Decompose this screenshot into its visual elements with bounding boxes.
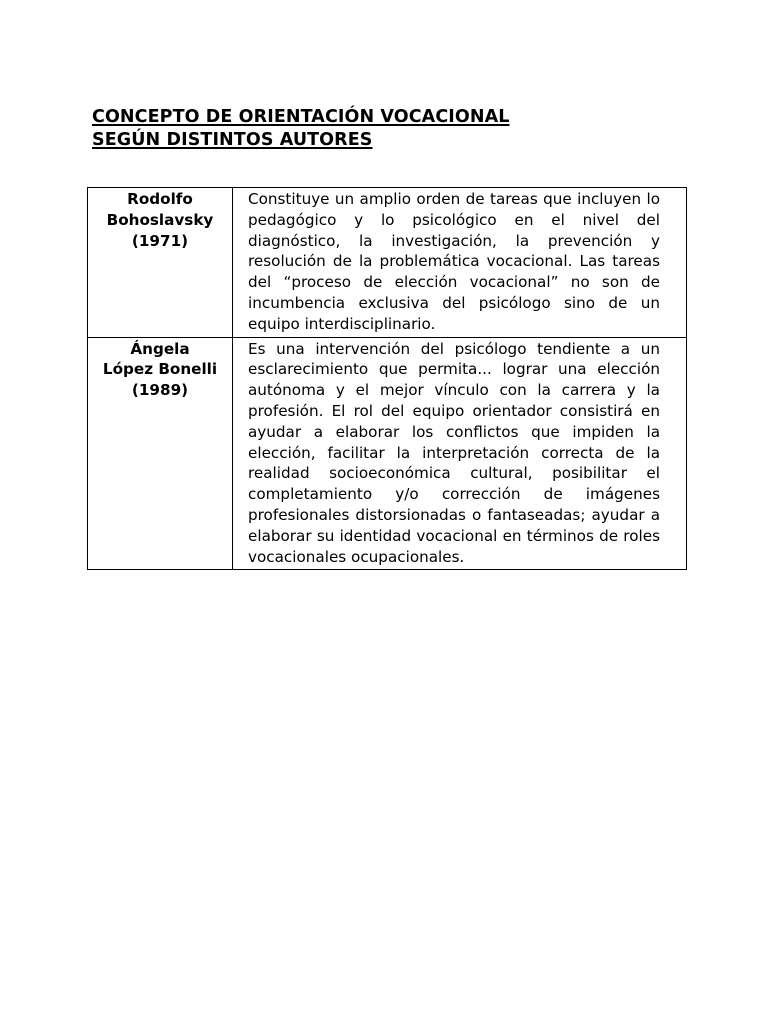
author-last-name: López Bonelli xyxy=(102,360,218,379)
table-row xyxy=(88,188,687,338)
author-cell xyxy=(88,337,233,570)
author-first-name: Ángela xyxy=(130,339,190,358)
author-last-name: Bohoslavsky xyxy=(106,210,214,229)
title-line-2: SEGÚN DISTINTOS AUTORES xyxy=(92,130,373,150)
author-cell xyxy=(88,188,233,338)
author-year: (1989) xyxy=(131,381,189,400)
table-row xyxy=(88,337,687,570)
author-year: (1971) xyxy=(131,231,189,250)
authors-table xyxy=(87,187,687,570)
title-line-1: CONCEPTO DE ORIENTACIÓN VOCACIONAL xyxy=(92,107,510,127)
definition-cell: Es una intervención del psicólogo tendiente a un esclarecimiento que permita... lograr una elección autónoma y el mejor vínculo con la carrera y la profesión. El rol del equipo orientador consistirá en ayudar a elaborar los conflictos que impiden la elección, facilitar la interpretación correcta de la realidad socioeconómica cultural, posibilitar el completamiento y/o corrección de imágenes profesionales distorsionadas o fantaseadas; ayudar a elaborar su identidad vocacional en términos de roles vocacionales ocupacionales. xyxy=(233,337,687,570)
page-title xyxy=(92,106,510,152)
author-first-name: Rodolfo xyxy=(127,190,193,208)
definition-cell: Constituye un amplio orden de tareas que incluyen lo pedagógico y lo psicológico en el nivel del diagnóstico, la investigación, la prevención y resolución de la problemática vocacional. Las tareas del “proceso de elección vocacional” no son de incumbencia exclusiva del psicólogo sino de un equipo interdisciplinario. xyxy=(233,188,687,338)
